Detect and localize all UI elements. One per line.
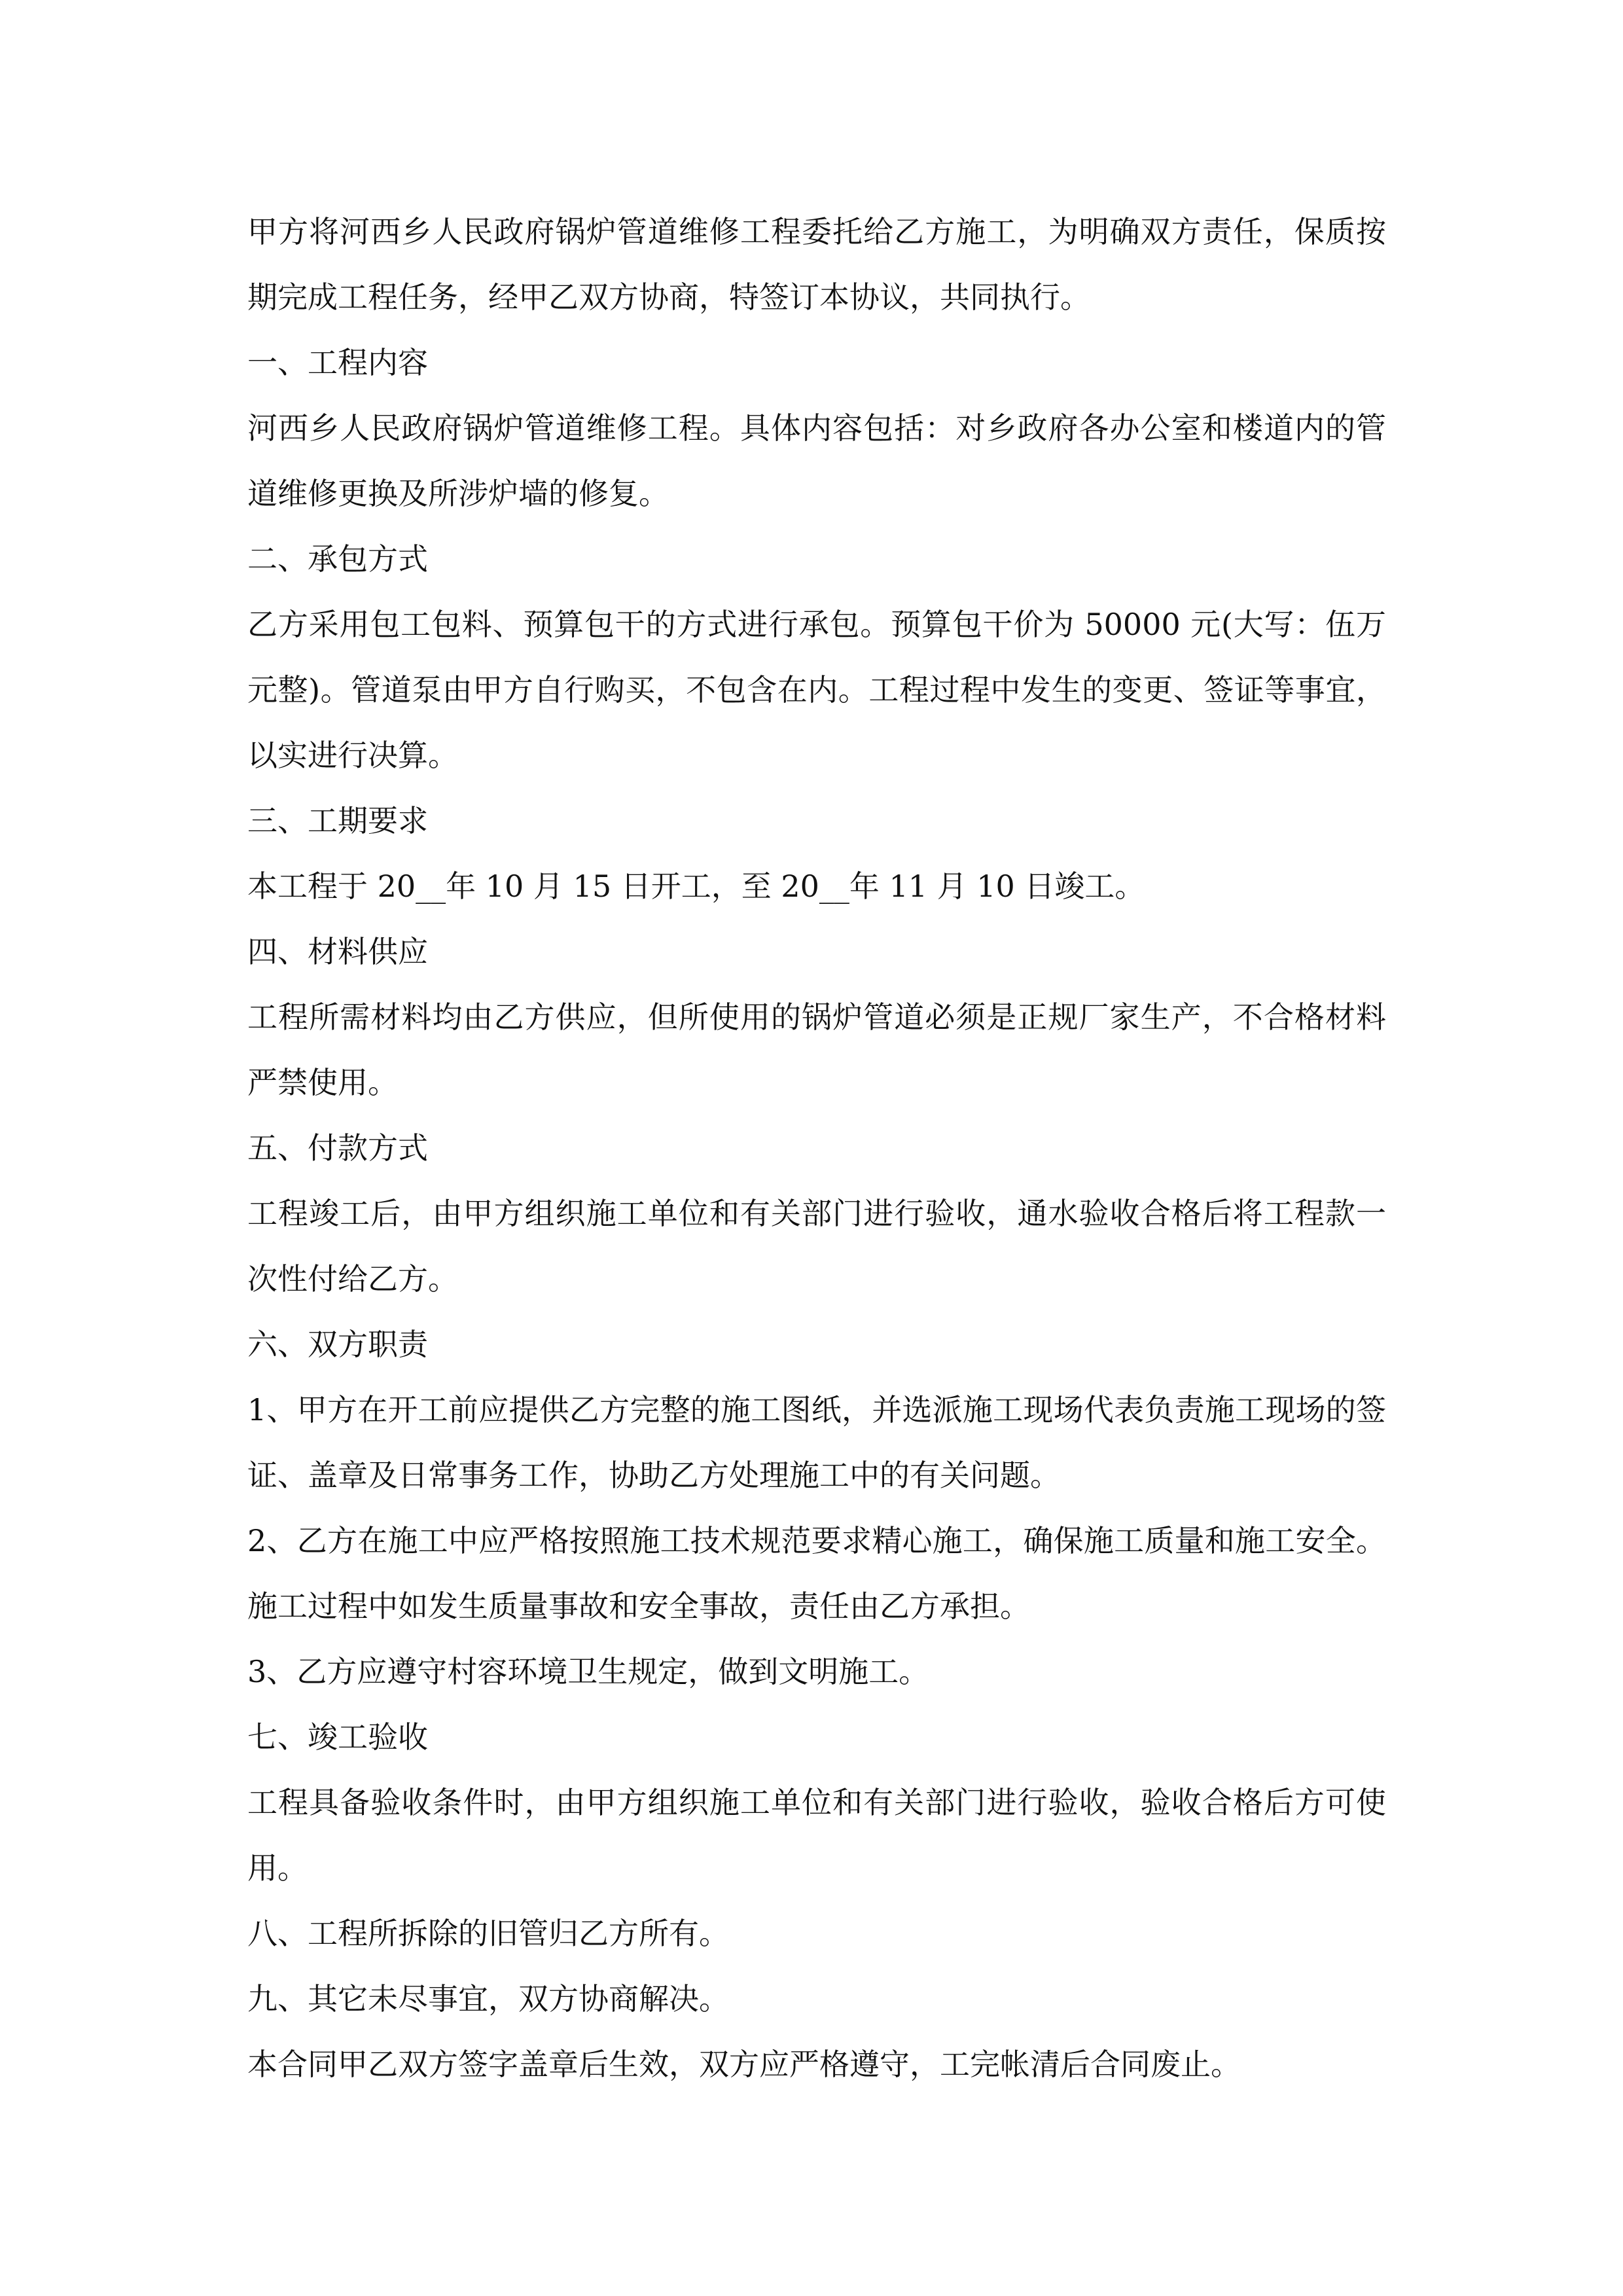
section-2-paragraph: 乙方采用包工包料、预算包干的方式进行承包。预算包干价为 50000 元(大写：伍万元整)。管道泵由甲方自行购买，不包含在内。工程过程中发生的变更、签证等事宜，以实进行决算。 (247, 607, 1386, 773)
section-7-paragraph: 工程具备验收条件时，由甲方组织施工单位和有关部门进行验收，验收合格后方可使用。 (247, 1785, 1386, 1886)
closing-paragraph: 本合同甲乙双方签字盖章后生效，双方应严格遵守，工完帐清后合同废止。 (247, 2047, 1241, 2082)
item-9: 九、其它未尽事宜，双方协商解决。 (247, 1981, 729, 2017)
section-heading-6: 六、双方职责 (247, 1327, 428, 1362)
section-heading-2: 二、承包方式 (247, 541, 428, 577)
section-heading-5: 五、付款方式 (247, 1130, 428, 1166)
section-6-paragraph-1: 1、甲方在开工前应提供乙方完整的施工图纸，并选派施工现场代表负责施工现场的签证、盖章及日常事务工作，协助乙方处理施工中的有关问题。 (247, 1392, 1386, 1493)
section-6-paragraph-2: 2、乙方在施工中应严格按照施工技术规范要求精心施工，确保施工质量和施工安全。施工过程中如发生质量事故和安全事故，责任由乙方承担。 (247, 1523, 1386, 1624)
document-body (247, 199, 1386, 2097)
section-heading-3: 三、工期要求 (247, 803, 428, 838)
item-8: 八、工程所拆除的旧管归乙方所有。 (247, 1916, 729, 1951)
section-6-paragraph-3: 3、乙方应遵守村容环境卫生规定，做到文明施工。 (247, 1654, 929, 1689)
section-heading-1: 一、工程内容 (247, 345, 428, 380)
intro-paragraph: 甲方将河西乡人民政府锅炉管道维修工程委托给乙方施工，为明确双方责任，保质按期完成工程任务，经甲乙双方协商，特签订本协议，共同执行。 (247, 214, 1386, 315)
section-heading-7: 七、竣工验收 (247, 1719, 428, 1755)
section-heading-4: 四、材料供应 (247, 934, 428, 969)
section-5-paragraph: 工程竣工后，由甲方组织施工单位和有关部门进行验收，通水验收合格后将工程款一次性付给乙方。 (247, 1196, 1386, 1297)
section-3-paragraph: 本工程于 20__年 10 月 15 日开工，至 20__年 11 月 10 日竣工。 (247, 869, 1145, 904)
section-1-paragraph: 河西乡人民政府锅炉管道维修工程。具体内容包括：对乡政府各办公室和楼道内的管道维修更换及所涉炉墙的修复。 (247, 410, 1386, 511)
section-4-paragraph: 工程所需材料均由乙方供应，但所使用的锅炉管道必须是正规厂家生产，不合格材料严禁使用。 (247, 999, 1386, 1100)
